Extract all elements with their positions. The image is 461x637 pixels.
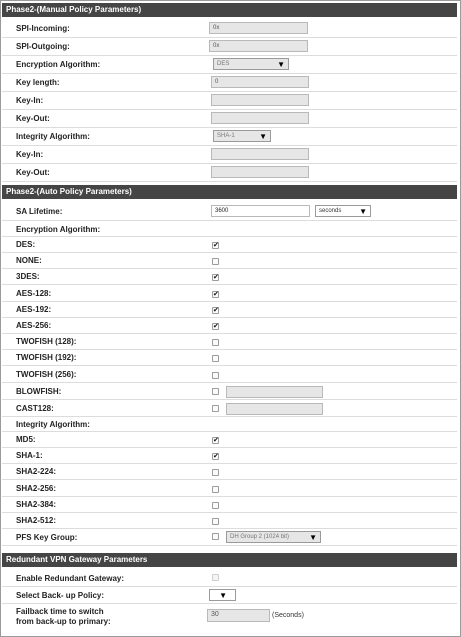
manual-integrity-select[interactable] [213,130,271,142]
key-length-label: Key length: [16,78,60,87]
auto-policy-header: Phase2-(Auto Policy Parameters) [2,185,457,199]
key-in2-label: Key-In: [16,150,44,159]
checkmark-icon: ✔ [213,307,219,314]
enable-redundant-label: Enable Redundant Gateway: [16,574,125,583]
key-in-label: Key-In: [16,96,44,105]
spi-outgoing-row [2,38,457,56]
checkbox[interactable] [212,405,219,412]
backup-policy-label: Select Back- up Policy: [16,591,105,600]
backup-policy-row [2,587,457,604]
encryption-row [2,253,457,269]
encryption-label: BLOWFISH: [16,387,62,396]
checkmark-icon: ✔ [213,323,219,330]
checkbox[interactable] [212,453,219,460]
checkbox[interactable] [212,323,219,330]
auto-encryption-heading-row [2,221,457,237]
key-in2-row [2,146,457,164]
checkbox[interactable] [212,372,219,379]
integrity-row [2,432,457,448]
integrity-label: SHA2-384: [16,500,57,509]
manual-encryption-value: DES [217,61,230,67]
key-out2-label: Key-Out: [16,168,50,177]
enable-redundant-checkbox[interactable] [212,574,219,581]
pfs-row [2,529,457,546]
manual-encryption-row [2,56,457,74]
key-out-row [2,110,457,128]
encryption-row [2,367,457,383]
auto-encryption-heading: Encryption Algorithm: [16,225,101,234]
dropdown-arrow-icon: ▼ [309,533,317,542]
checkbox[interactable] [212,518,219,525]
failback-label-line2: from back-up to primary: [16,617,111,626]
checkmark-icon: ✔ [213,453,219,460]
integrity-row [2,513,457,529]
integrity-label: SHA2-256: [16,484,57,493]
encryption-row [2,350,457,366]
encryption-label: NONE: [16,256,42,265]
encryption-row [2,302,457,318]
checkmark-icon: ✔ [213,437,219,444]
integrity-label: SHA2-224: [16,467,57,476]
key-in-input[interactable] [211,94,309,106]
checkmark-icon: ✔ [213,291,219,298]
manual-encryption-label: Encryption Algorithm: [16,60,101,69]
checkbox[interactable] [212,291,219,298]
spi-incoming-input[interactable]: 0x [209,22,308,34]
dropdown-arrow-icon: ▼ [219,591,227,600]
checkbox[interactable] [212,307,219,314]
dropdown-arrow-icon: ▼ [277,60,285,69]
key-out2-input[interactable] [211,166,309,178]
checkmark-icon: ✔ [213,274,219,281]
failback-row [2,604,457,630]
checkbox[interactable] [212,486,219,493]
integrity-label: SHA2-512: [16,516,57,525]
pfs-value: DH Group 2 (1024 bit) [230,534,290,540]
integrity-label: SHA-1: [16,451,43,460]
sa-unit-select[interactable] [315,205,371,217]
encryption-row [2,318,457,334]
key-length-row [2,74,457,92]
encryption-label: TWOFISH (128): [16,337,77,346]
sa-lifetime-input[interactable]: 3600 [211,205,310,217]
dropdown-arrow-icon: ▼ [259,132,267,141]
encryption-row [2,400,457,417]
integrity-row [2,481,457,497]
encryption-label: CAST128: [16,404,54,413]
checkbox[interactable] [212,388,219,395]
encryption-row [2,237,457,253]
spi-incoming-row [2,20,457,38]
pfs-checkbox[interactable] [212,533,219,540]
checkbox[interactable] [212,437,219,444]
checkbox[interactable] [212,355,219,362]
encryption-label: AES-192: [16,305,52,314]
backup-policy-select[interactable] [209,589,236,601]
integrity-row [2,464,457,480]
manual-integrity-value: SHA-1 [217,133,235,139]
encryption-label: TWOFISH (192): [16,353,77,362]
failback-label-line1: Failback time to switch [16,607,104,616]
manual-integrity-label: Integrity Algorithm: [16,132,90,141]
key-length-input[interactable]: 0 [211,76,309,88]
checkbox[interactable] [212,502,219,509]
encryption-row [2,286,457,302]
key-field[interactable] [226,386,323,398]
checkbox[interactable] [212,274,219,281]
failback-input[interactable]: 30 [207,609,270,622]
dropdown-arrow-icon: ▼ [359,207,367,216]
enable-redundant-row [2,570,457,587]
spi-incoming-label: SPI-Incoming: [16,24,70,33]
encryption-row [2,269,457,285]
auto-integrity-heading: Integrity Algorithm: [16,420,90,429]
redundant-header: Redundant VPN Gateway Parameters [2,553,457,567]
integrity-label: MD5: [16,435,36,444]
checkbox[interactable] [212,258,219,265]
encryption-row [2,334,457,350]
key-in-row [2,92,457,110]
pfs-label: PFS Key Group: [16,533,78,542]
spi-outgoing-input[interactable]: 0x [209,40,308,52]
sa-unit-value: seconds [319,208,342,214]
checkbox[interactable] [212,469,219,476]
checkbox[interactable] [212,339,219,346]
spi-outgoing-label: SPI-Outgoing: [16,42,70,51]
key-out-label: Key-Out: [16,114,50,123]
integrity-row [2,448,457,464]
encryption-label: 3DES: [16,272,40,281]
manual-encryption-select[interactable] [213,58,289,70]
sa-lifetime-row [2,203,457,221]
auto-integrity-heading-row [2,416,457,432]
key-field[interactable] [226,403,323,415]
key-out-input[interactable] [211,112,309,124]
checkbox[interactable] [212,242,219,249]
checkmark-icon: ✔ [213,242,219,249]
sa-lifetime-label: SA Lifetime: [16,207,63,216]
encryption-label: TWOFISH (256): [16,370,77,379]
integrity-row [2,497,457,513]
encryption-label: AES-128: [16,289,52,298]
manual-policy-header: Phase2-(Manual Policy Parameters) [2,3,457,17]
pfs-select[interactable] [226,531,321,543]
encryption-label: DES: [16,240,36,249]
manual-integrity-row [2,128,457,146]
key-in2-input[interactable] [211,148,309,160]
encryption-label: AES-256: [16,321,52,330]
key-out2-row [2,164,457,182]
failback-unit: (Seconds) [272,612,304,619]
encryption-row [2,383,457,400]
